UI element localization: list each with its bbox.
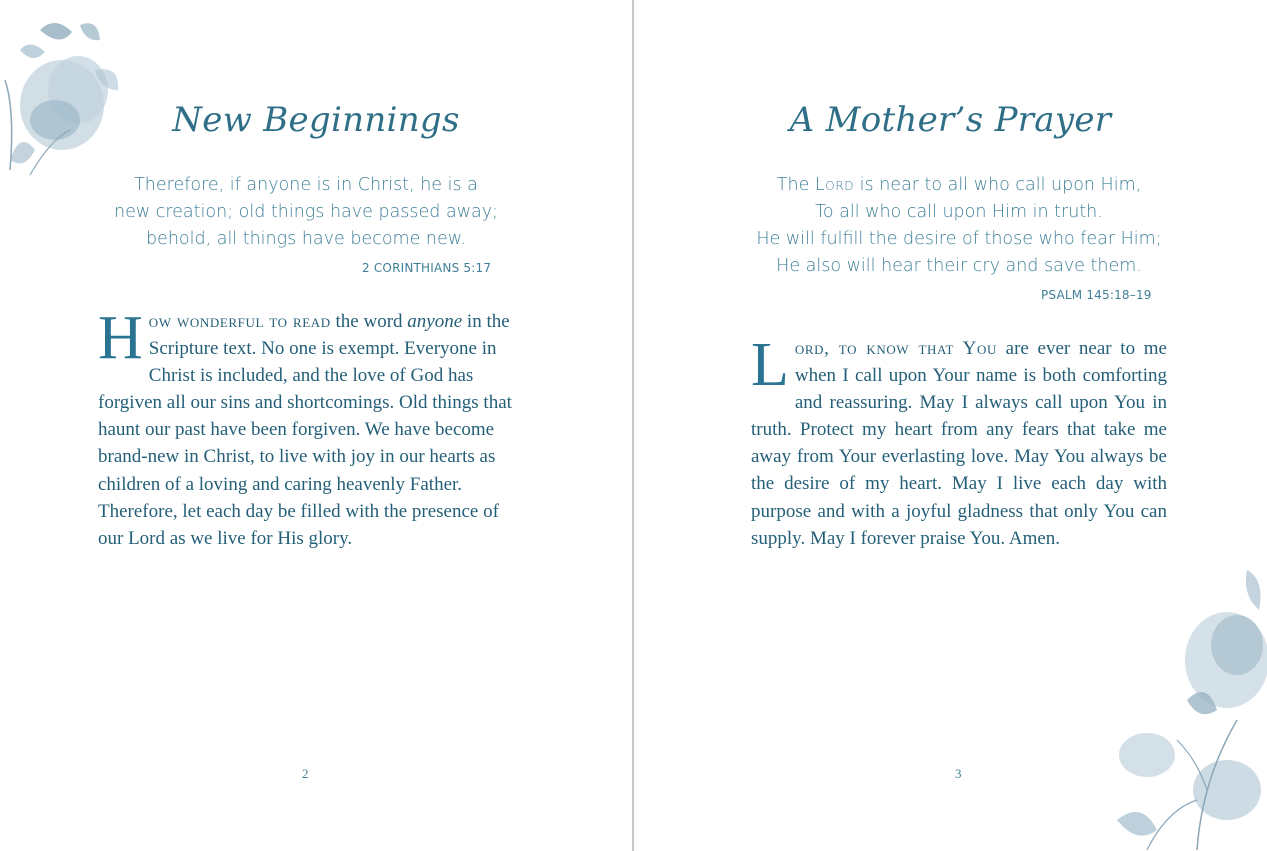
left-page [0, 0, 632, 851]
verse-line: new creation; old things have passed away; [114, 202, 498, 222]
verse-line [634, 172, 1267, 199]
verse-line: To all who call upon Him in truth. [815, 202, 1103, 222]
scripture-verse [0, 172, 612, 253]
verse-reference: PSALM 145:18–19 [1041, 288, 1152, 302]
body-text: the word [330, 311, 408, 332]
devotional-body [98, 304, 514, 552]
devotional-body [751, 331, 1167, 552]
page-number: 3 [955, 766, 962, 781]
verse-text: The [776, 175, 815, 195]
right-page [634, 0, 1267, 851]
emphasis-word: anyone [407, 311, 463, 332]
verse-text: is near to all who call upon Him, [854, 175, 1142, 195]
drop-cap: L [751, 331, 789, 399]
verse-line: behold, all things have become new. [145, 229, 467, 249]
page-title: New Beginnings [172, 100, 460, 140]
lead-in-smallcaps: ow wonderful to read [148, 311, 331, 332]
verse-reference: 2 CORINTHIANS 5:17 [362, 261, 492, 275]
verse-smallcaps: Lord [814, 175, 855, 195]
page-title: A Mother’s Prayer [789, 100, 1112, 140]
scripture-verse [634, 172, 1267, 280]
drop-cap: H [98, 304, 143, 372]
body-text: in the Scripture text. No one is exempt. Everyone in Christ is included, and the love of God has forgiven all our sins and shortcomings. Old things that haunt our past have been forgiven. We have become brand-new in Christ, to live with joy in our hearts as children of a loving and caring heavenly Father. Therefore, let each day be filled with the presence of our Lord as we live for His glory. [98, 311, 512, 549]
verse-line: He will fulfill the desire of those who fear Him; [756, 229, 1162, 249]
page-number: 2 [302, 766, 309, 781]
verse-line: He also will hear their cry and save them. [776, 256, 1142, 276]
body-text: are ever near to me when I call upon Your name is both comforting and reassuring. May I always call upon You in truth. Protect my heart from any fears that take me away from Your everlasting love. May You always be the desire of my heart. May I live each day with purpose and with a joyful gladness that only You can supply. May I forever praise You. Amen. [751, 338, 1167, 549]
lead-in-smallcaps: ord, to know that You [794, 338, 997, 359]
floral-illustration-top-left [0, 10, 130, 180]
verse-line: Therefore, if anyone is in Christ, he is a [134, 175, 478, 195]
floral-illustration-bottom-right [1087, 550, 1267, 851]
